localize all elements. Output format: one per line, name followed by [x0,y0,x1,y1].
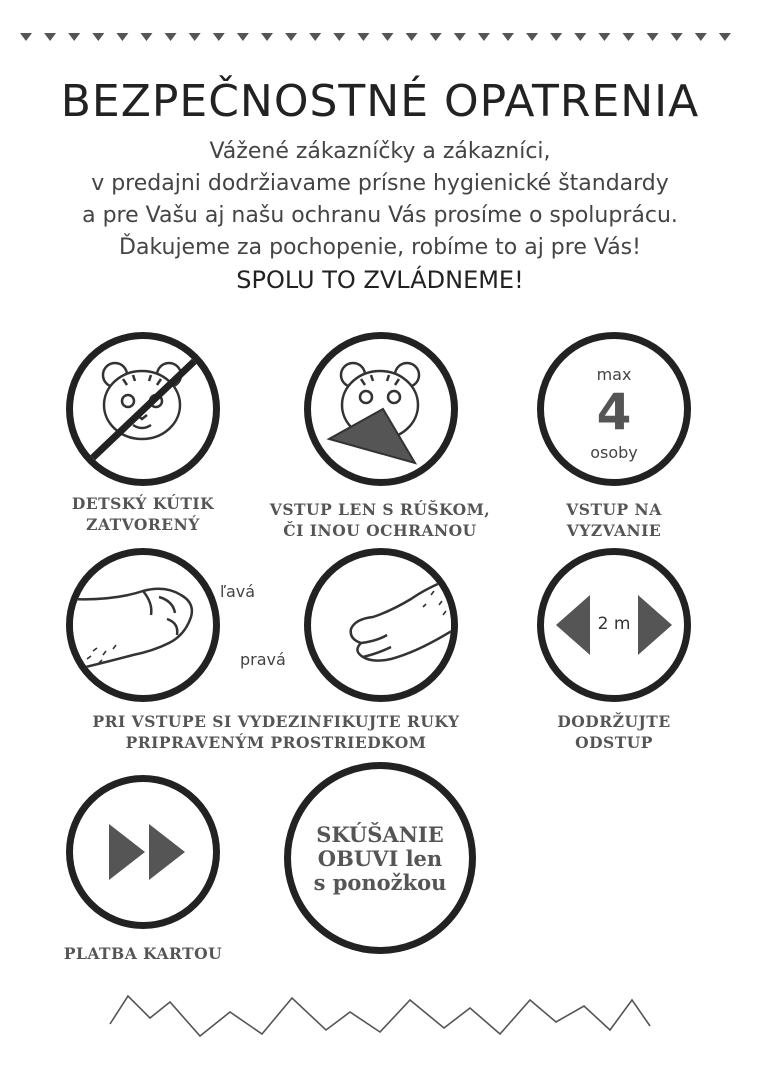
border-triangle [333,33,345,41]
intro-text [0,136,760,264]
distance-icon [537,548,691,702]
border-triangle [20,33,32,41]
max-label: max [596,365,632,384]
border-triangle [189,33,201,41]
left-hand-label: ľavá [220,582,256,601]
border-triangle [92,33,104,41]
shoe-try-on-icon [284,762,476,954]
intro-line: Vážené zákazníčky a zákazníci, [209,139,551,164]
max-number: 4 [596,383,632,441]
fast-forward-icon [73,782,213,922]
mask-required-icon [304,332,458,486]
border-triangle [382,33,394,41]
caption-line: VYZVANIE [566,521,662,540]
border-triangle [478,33,490,41]
hand-icon [311,555,451,695]
kids-corner-caption [43,493,243,535]
border-triangle [623,33,635,41]
border-triangle [598,33,610,41]
caption-line: DODRŽUJTE [557,712,671,731]
top-triangle-border [0,0,760,60]
tiger-face-icon [73,339,213,479]
border-triangle [695,33,707,41]
border-triangle [68,33,80,41]
border-triangle [526,33,538,41]
card-payment-caption [40,943,246,964]
caption-line: PRIPRAVENÝM PROSTRIEDKOM [125,733,427,752]
persons-label: osoby [590,443,638,462]
intro-line: v predajni dodržiavame prísne hygienické štandardy [91,171,669,196]
border-triangle [213,33,225,41]
border-triangle [116,33,128,41]
shoe-text [291,823,469,895]
slogan: SPOLU TO ZVLÁDNEME! [236,266,524,294]
right-hand-label: pravá [240,650,286,669]
shoe-line: s ponožkou [313,870,447,895]
disinfect-caption [66,711,486,753]
tiger-with-mask-icon [311,339,451,479]
border-triangle [285,33,297,41]
border-triangle [502,33,514,41]
left-hand-icon [66,548,220,702]
border-triangle [237,33,249,41]
intro-line: a pre Vašu aj našu ochranu Vás prosíme o spoluprácu. [82,203,678,228]
border-triangle [309,33,321,41]
border-triangle [430,33,442,41]
shoe-line: SKÚŠANIE [316,822,444,847]
caption-line: ČI INOU OCHRANOU [283,521,477,540]
card-payment-icon [66,775,220,929]
border-triangle [647,33,659,41]
bottom-zigzag-decoration [0,990,760,1050]
caption-line: ZATVORENÝ [86,515,200,534]
border-triangle [165,33,177,41]
caption-line: ODSTUP [575,733,653,752]
max-persons-caption [514,499,714,541]
border-triangle [550,33,562,41]
shoe-line: OBUVI len [317,846,443,871]
max-persons-icon [537,332,691,486]
distance-caption [514,711,714,753]
caption-line: VSTUP NA [566,500,662,519]
caption-line: DETSKÝ KÚTIK [71,494,215,513]
hand-icon [73,555,213,695]
caption-line: VSTUP LEN S RÚŠKOM, [269,500,491,519]
mask-caption [250,499,510,541]
kids-corner-closed-icon [66,332,220,486]
border-triangle [406,33,418,41]
border-triangle [671,33,683,41]
right-hand-icon [304,548,458,702]
border-triangle [141,33,153,41]
caption-line: PLATBA KARTOU [63,944,223,963]
border-triangle [357,33,369,41]
border-triangle [261,33,273,41]
caption-line: PRI VSTUPE SI VYDEZINFIKUJTE RUKY [92,712,460,731]
border-triangle [719,33,731,41]
border-triangle [44,33,56,41]
border-triangle [454,33,466,41]
border-triangle [574,33,586,41]
intro-line: Ďakujeme za pochopenie, robíme to aj pre Vás! [119,235,641,260]
page-title: BEZPEČNOSTNÉ OPATRENIA [60,76,700,127]
distance-label: 2 m [597,614,631,634]
